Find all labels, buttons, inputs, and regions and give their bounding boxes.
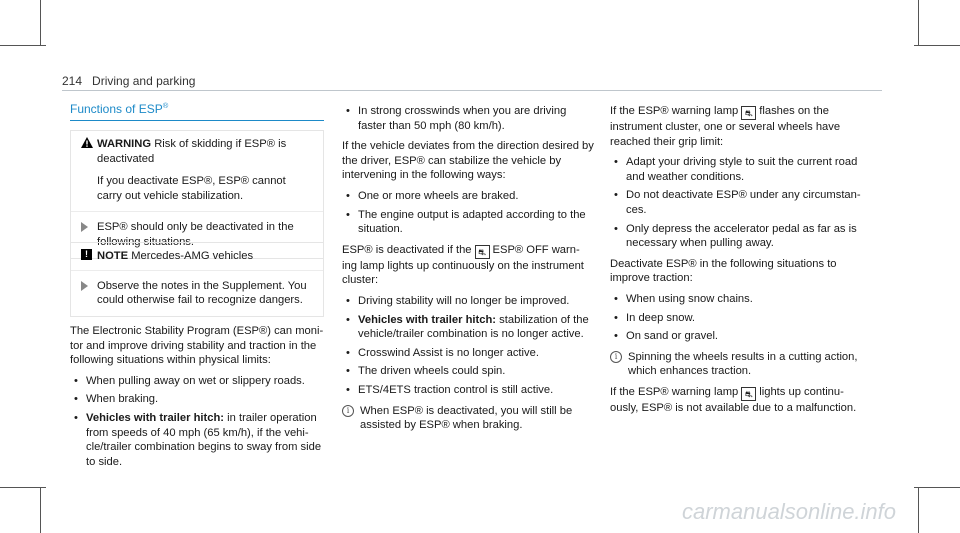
column-1 [70, 324, 324, 475]
esp-warning-lamp-icon: ⛐ [741, 387, 756, 401]
list-item: • The engine output is adapted according to the situation. [346, 208, 586, 236]
intervention-list [342, 189, 594, 237]
note-header [71, 243, 323, 271]
arrow-right-icon [81, 222, 88, 232]
intro-paragraph: The Electronic Stability Program (ESP®) can moni-tor and improve driving stability and traction in the following situations within physical limits: [70, 325, 324, 367]
warning-box [70, 130, 324, 259]
warning-label: WARNING [97, 138, 152, 150]
list-item: • Driving stability will no longer be improved. [346, 294, 570, 307]
arrow-right-icon [81, 281, 88, 291]
crop-mark [918, 487, 919, 533]
crosswind-list [342, 104, 594, 133]
note-instruction: Observe the notes in the Supplement. You could otherwise fail to recognize dangers. [71, 271, 323, 316]
traction-list [610, 292, 868, 344]
crop-mark [0, 487, 46, 488]
info-icon: i [342, 405, 354, 417]
list-item: • Vehicles with trailer hitch: stabilization of the vehicle/trailer combination is no longer active. [346, 313, 589, 341]
list-item: • Adapt your driving style to suit the current road and weather conditions. [614, 156, 858, 183]
flash-paragraph: If the ESP® warning lamp ⛐ flashes on the instrument cluster, one or several wheels have reached their grip limit: [610, 105, 841, 148]
crop-mark [40, 487, 41, 533]
info-icon: i [610, 351, 622, 363]
section-title: Functions of ESP® [70, 101, 169, 116]
list-item: • When braking. [74, 393, 159, 406]
info-note: i When ESP® is deactivated, you will still be assisted by ESP® when braking. [342, 404, 594, 433]
note-label: NOTE [97, 250, 129, 262]
info-note: i Spinning the wheels results in a cutting action, which enhances traction. [610, 350, 868, 379]
malfunction-paragraph: If the ESP® warning lamp ⛐ lights up continu-ously, ESP® is not available due to a malfunction. [610, 385, 857, 414]
warning-body: If you deactivate ESP®, ESP® cannot carry out vehicle stabilization. [97, 175, 286, 202]
grip-limit-list [610, 155, 868, 251]
list-item: • Crosswind Assist is no longer active. [346, 346, 539, 359]
page-number: 214 [62, 74, 83, 88]
esp-warning-lamp-icon: ⛐ [741, 106, 756, 120]
crop-mark [40, 0, 41, 46]
list-item: • ETS/4ETS traction control is still active. [346, 383, 554, 396]
column-2 [342, 104, 594, 439]
list-item: • Vehicles with trailer hitch: in trailer operation from speeds of 40 mph (65 km/h), if the vehi-cle/trailer combination begins to sway from side to side. [74, 411, 322, 468]
warning-header [71, 131, 323, 172]
list-item: • When using snow chains. [614, 292, 753, 305]
running-title: Driving and parking [92, 74, 196, 88]
list-item: • One or more wheels are braked. [346, 189, 519, 202]
list-item: • In deep snow. [614, 311, 696, 324]
list-item: • Only depress the accelerator pedal as far as is necessary when pulling away. [614, 222, 857, 250]
warning-instruction: ESP® should only be deactivated in the following situations. [71, 211, 323, 257]
situations-list [70, 374, 324, 470]
warning-triangle-icon [81, 137, 93, 148]
list-item: • Do not deactivate ESP® under any circumstan-ces. [614, 189, 861, 216]
column-3 [610, 104, 868, 422]
deactivated-list [342, 294, 594, 398]
crop-mark [914, 487, 960, 488]
header-rule [62, 90, 882, 91]
esp-off-lamp-icon: ⛐ [475, 245, 490, 259]
crop-mark [914, 45, 960, 46]
page-header [62, 74, 195, 89]
section-title-rule [70, 120, 324, 121]
deviation-paragraph: If the vehicle deviates from the direction desired by the driver, ESP® can stabilize the vehicle by intervening in the following ways: [342, 140, 594, 182]
warning-text: Risk of skidding if ESP® is deactivated [97, 138, 287, 165]
list-item: • The driven wheels could spin. [346, 365, 506, 378]
note-box [70, 242, 324, 317]
crop-mark [0, 45, 46, 46]
deactivated-paragraph: ESP® is deactivated if the ⛐ ESP® OFF warn-ing lamp lights up continuously on the instrument cluster: [342, 243, 584, 287]
deactivate-paragraph: Deactivate ESP® in the following situations to improve traction: [610, 257, 837, 285]
note-icon: ! [81, 249, 92, 260]
crop-mark [918, 0, 919, 46]
watermark: carmanualsonline.info [682, 499, 897, 524]
note-text: Mercedes-AMG vehicles [131, 250, 254, 262]
list-item: • In strong crosswinds when you are driving faster than 50 mph (80 km/h). [346, 105, 567, 132]
list-item: • When pulling away on wet or slippery roads. [74, 374, 305, 387]
list-item: • On sand or gravel. [614, 330, 719, 343]
